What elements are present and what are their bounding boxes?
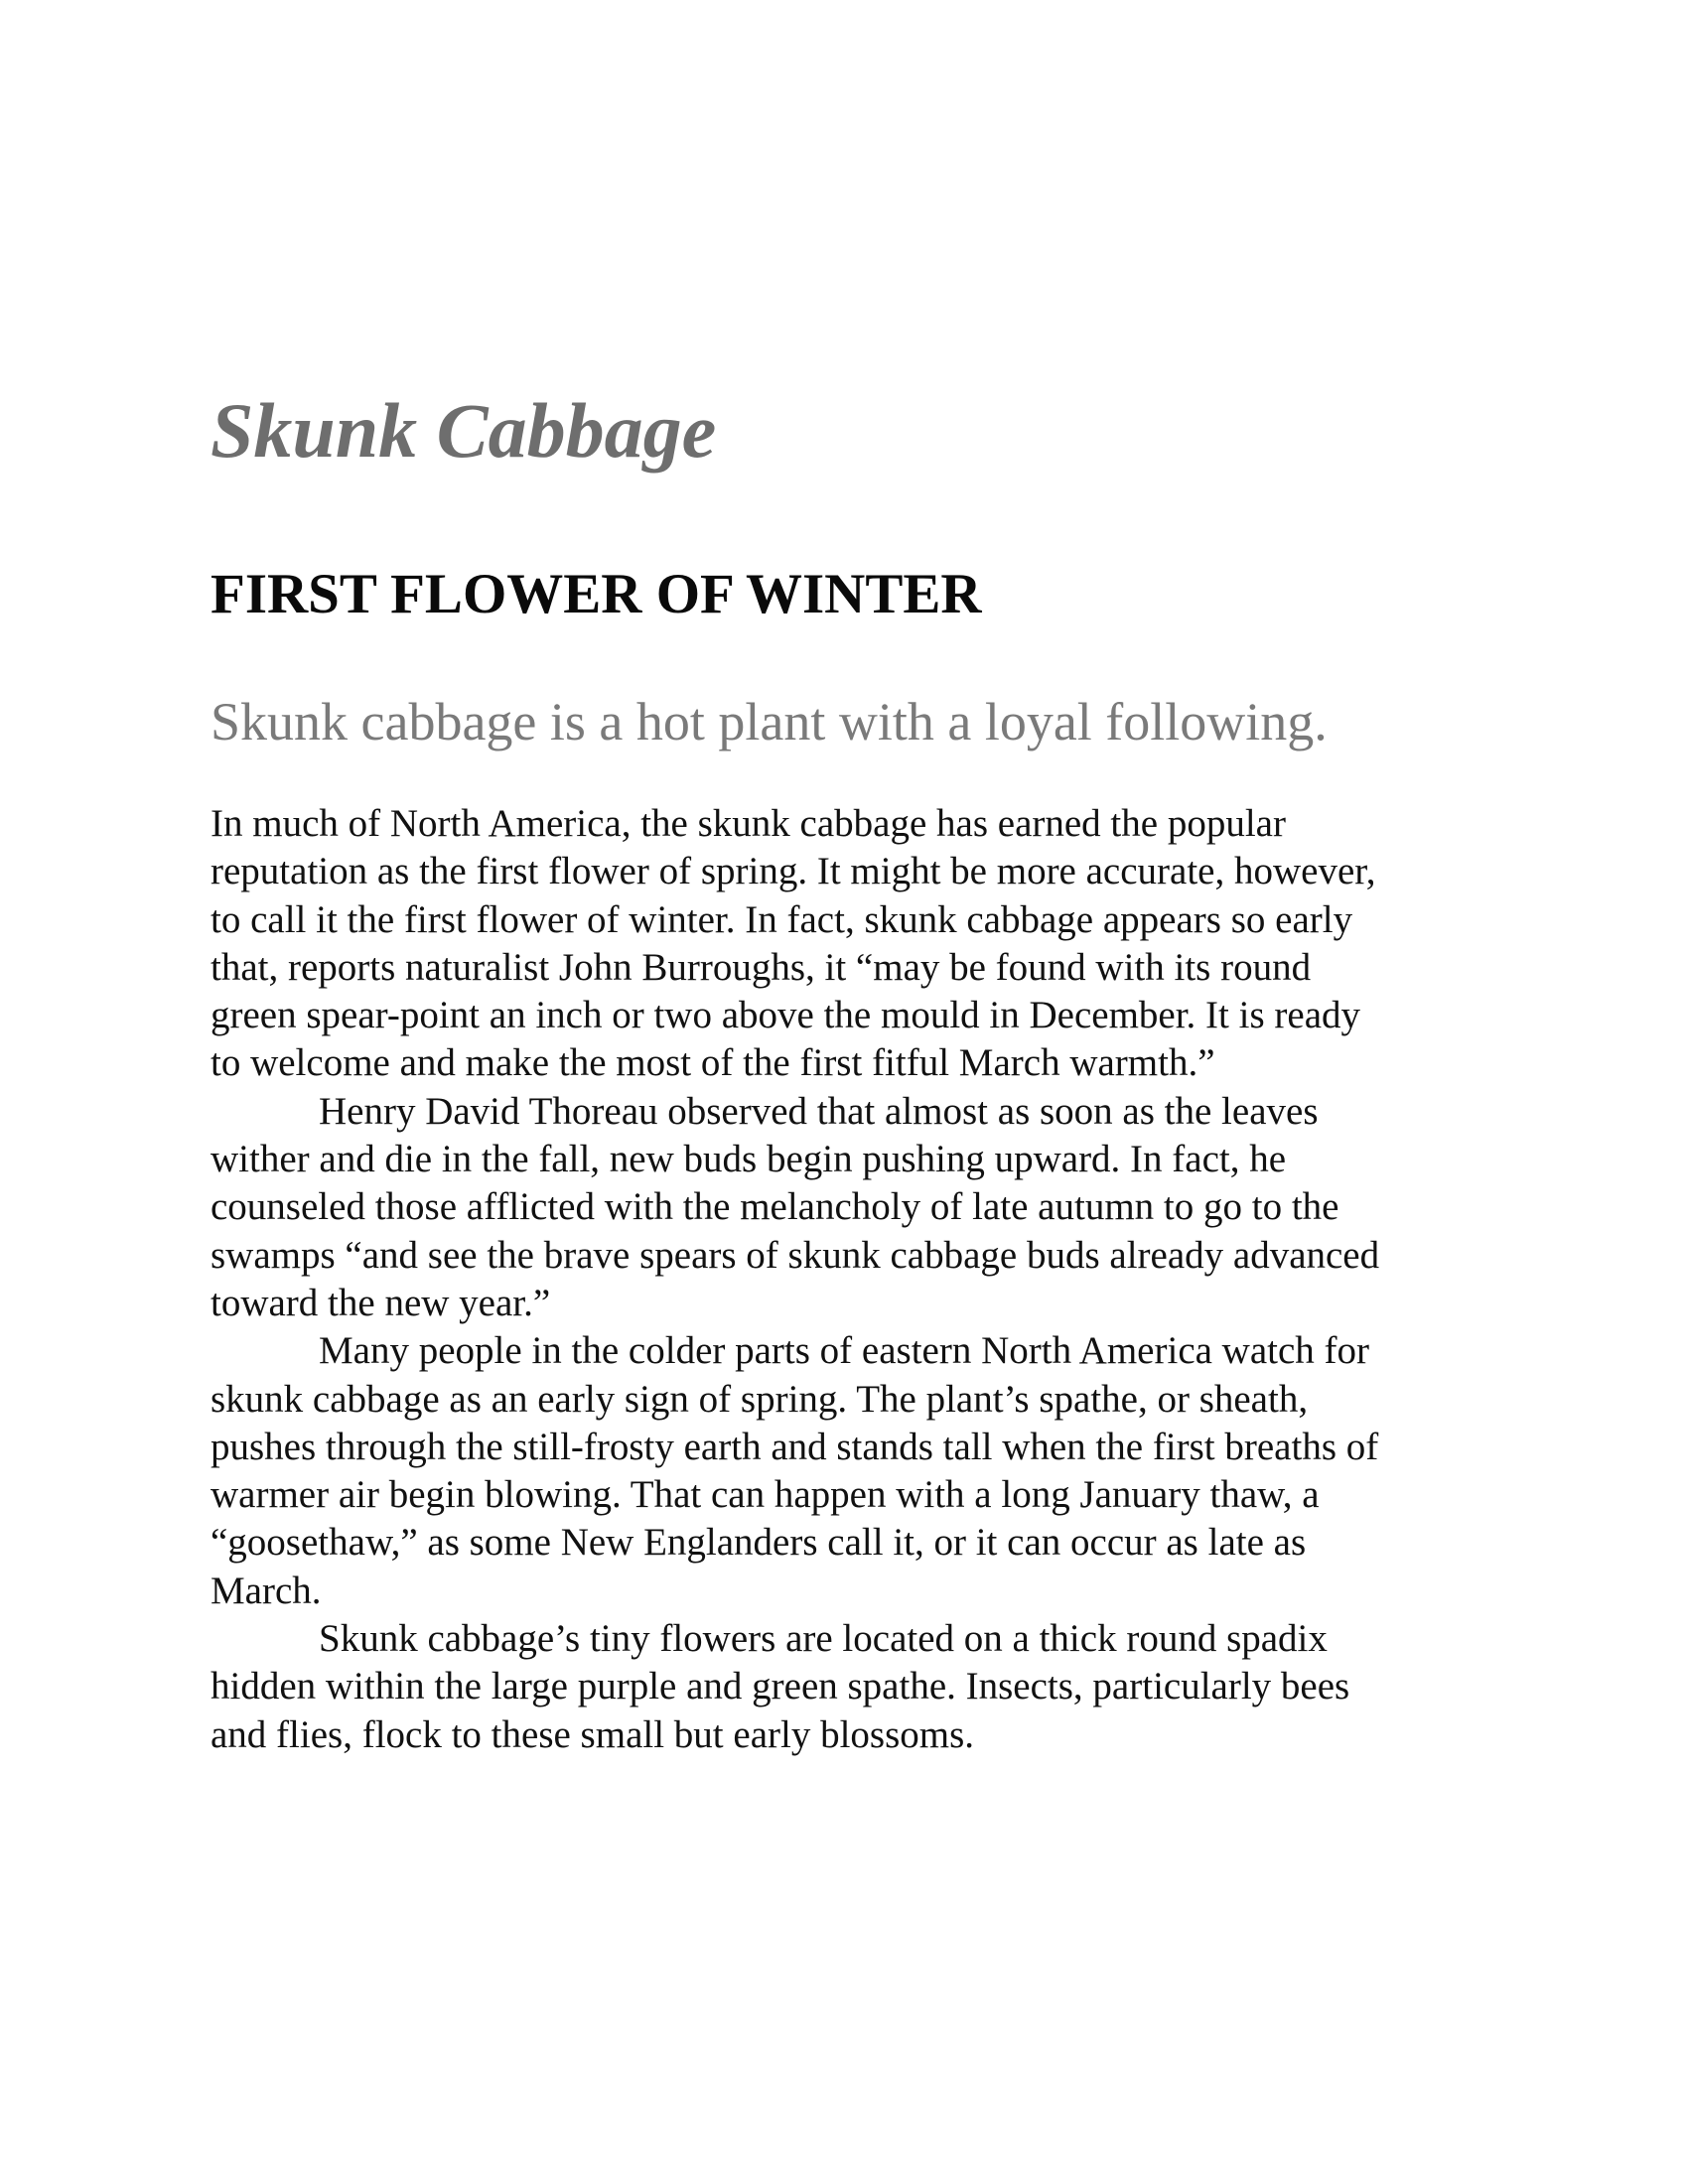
paragraph-2 xyxy=(211,1088,1491,1327)
paragraph-line: Many people in the colder parts of eastern North America watch for xyxy=(319,1329,1370,1373)
paragraph-line: to welcome and make the most of the first fitful March warmth.” xyxy=(211,1041,1215,1085)
paragraph-line: toward the new year.” xyxy=(211,1281,551,1324)
paragraph-1 xyxy=(211,800,1491,1088)
paragraph-line: that, reports naturalist John Burroughs, it “may be found with its round xyxy=(211,945,1312,989)
paragraph-line: and flies, flock to these small but early blossoms. xyxy=(211,1712,975,1756)
paragraph-line: swamps “and see the brave spears of skunk cabbage buds already advanced xyxy=(211,1233,1380,1277)
paragraph-line: hidden within the large purple and green spathe. Insects, particularly bees xyxy=(211,1665,1350,1708)
paragraph-line: to call it the first flower of winter. In fact, skunk cabbage appears so early xyxy=(211,897,1353,941)
subtitle: Skunk cabbage is a hot plant with a loyal following. xyxy=(211,692,1328,751)
paragraph-line: pushes through the still-frosty earth and stands tall when the first breaths of xyxy=(211,1425,1379,1468)
body-text xyxy=(211,800,1491,1759)
paragraph-line: “goosethaw,” as some New Englanders call it, or it can occur as late as xyxy=(211,1521,1307,1565)
paragraph-line: In much of North America, the skunk cabbage has earned the popular xyxy=(211,802,1286,845)
paragraph-line: wither and die in the fall, new buds begin pushing upward. In fact, he xyxy=(211,1138,1287,1181)
paragraph-line: warmer air begin blowing. That can happen with a long January thaw, a xyxy=(211,1473,1320,1517)
paragraph-line: counseled those afflicted with the melancholy of late autumn to go to the xyxy=(211,1185,1339,1229)
paragraph-line: Henry David Thoreau observed that almost as soon as the leaves xyxy=(319,1089,1319,1133)
paragraph-line: reputation as the first flower of spring. It might be more accurate, however, xyxy=(211,850,1376,893)
section-heading: FIRST FLOWER OF WINTER xyxy=(211,563,982,625)
paragraph-line: skunk cabbage as an early sign of spring. The plant’s spathe, or sheath, xyxy=(211,1377,1309,1421)
paragraph-3 xyxy=(211,1327,1491,1615)
page-title: Skunk Cabbage xyxy=(211,387,717,474)
paragraph-line: March. xyxy=(211,1569,322,1612)
paragraph-4 xyxy=(211,1615,1491,1759)
paragraph-line: Skunk cabbage’s tiny flowers are located on a thick round spadix xyxy=(319,1617,1328,1661)
paragraph-line: green spear-point an inch or two above the mould in December. It is ready xyxy=(211,994,1361,1037)
